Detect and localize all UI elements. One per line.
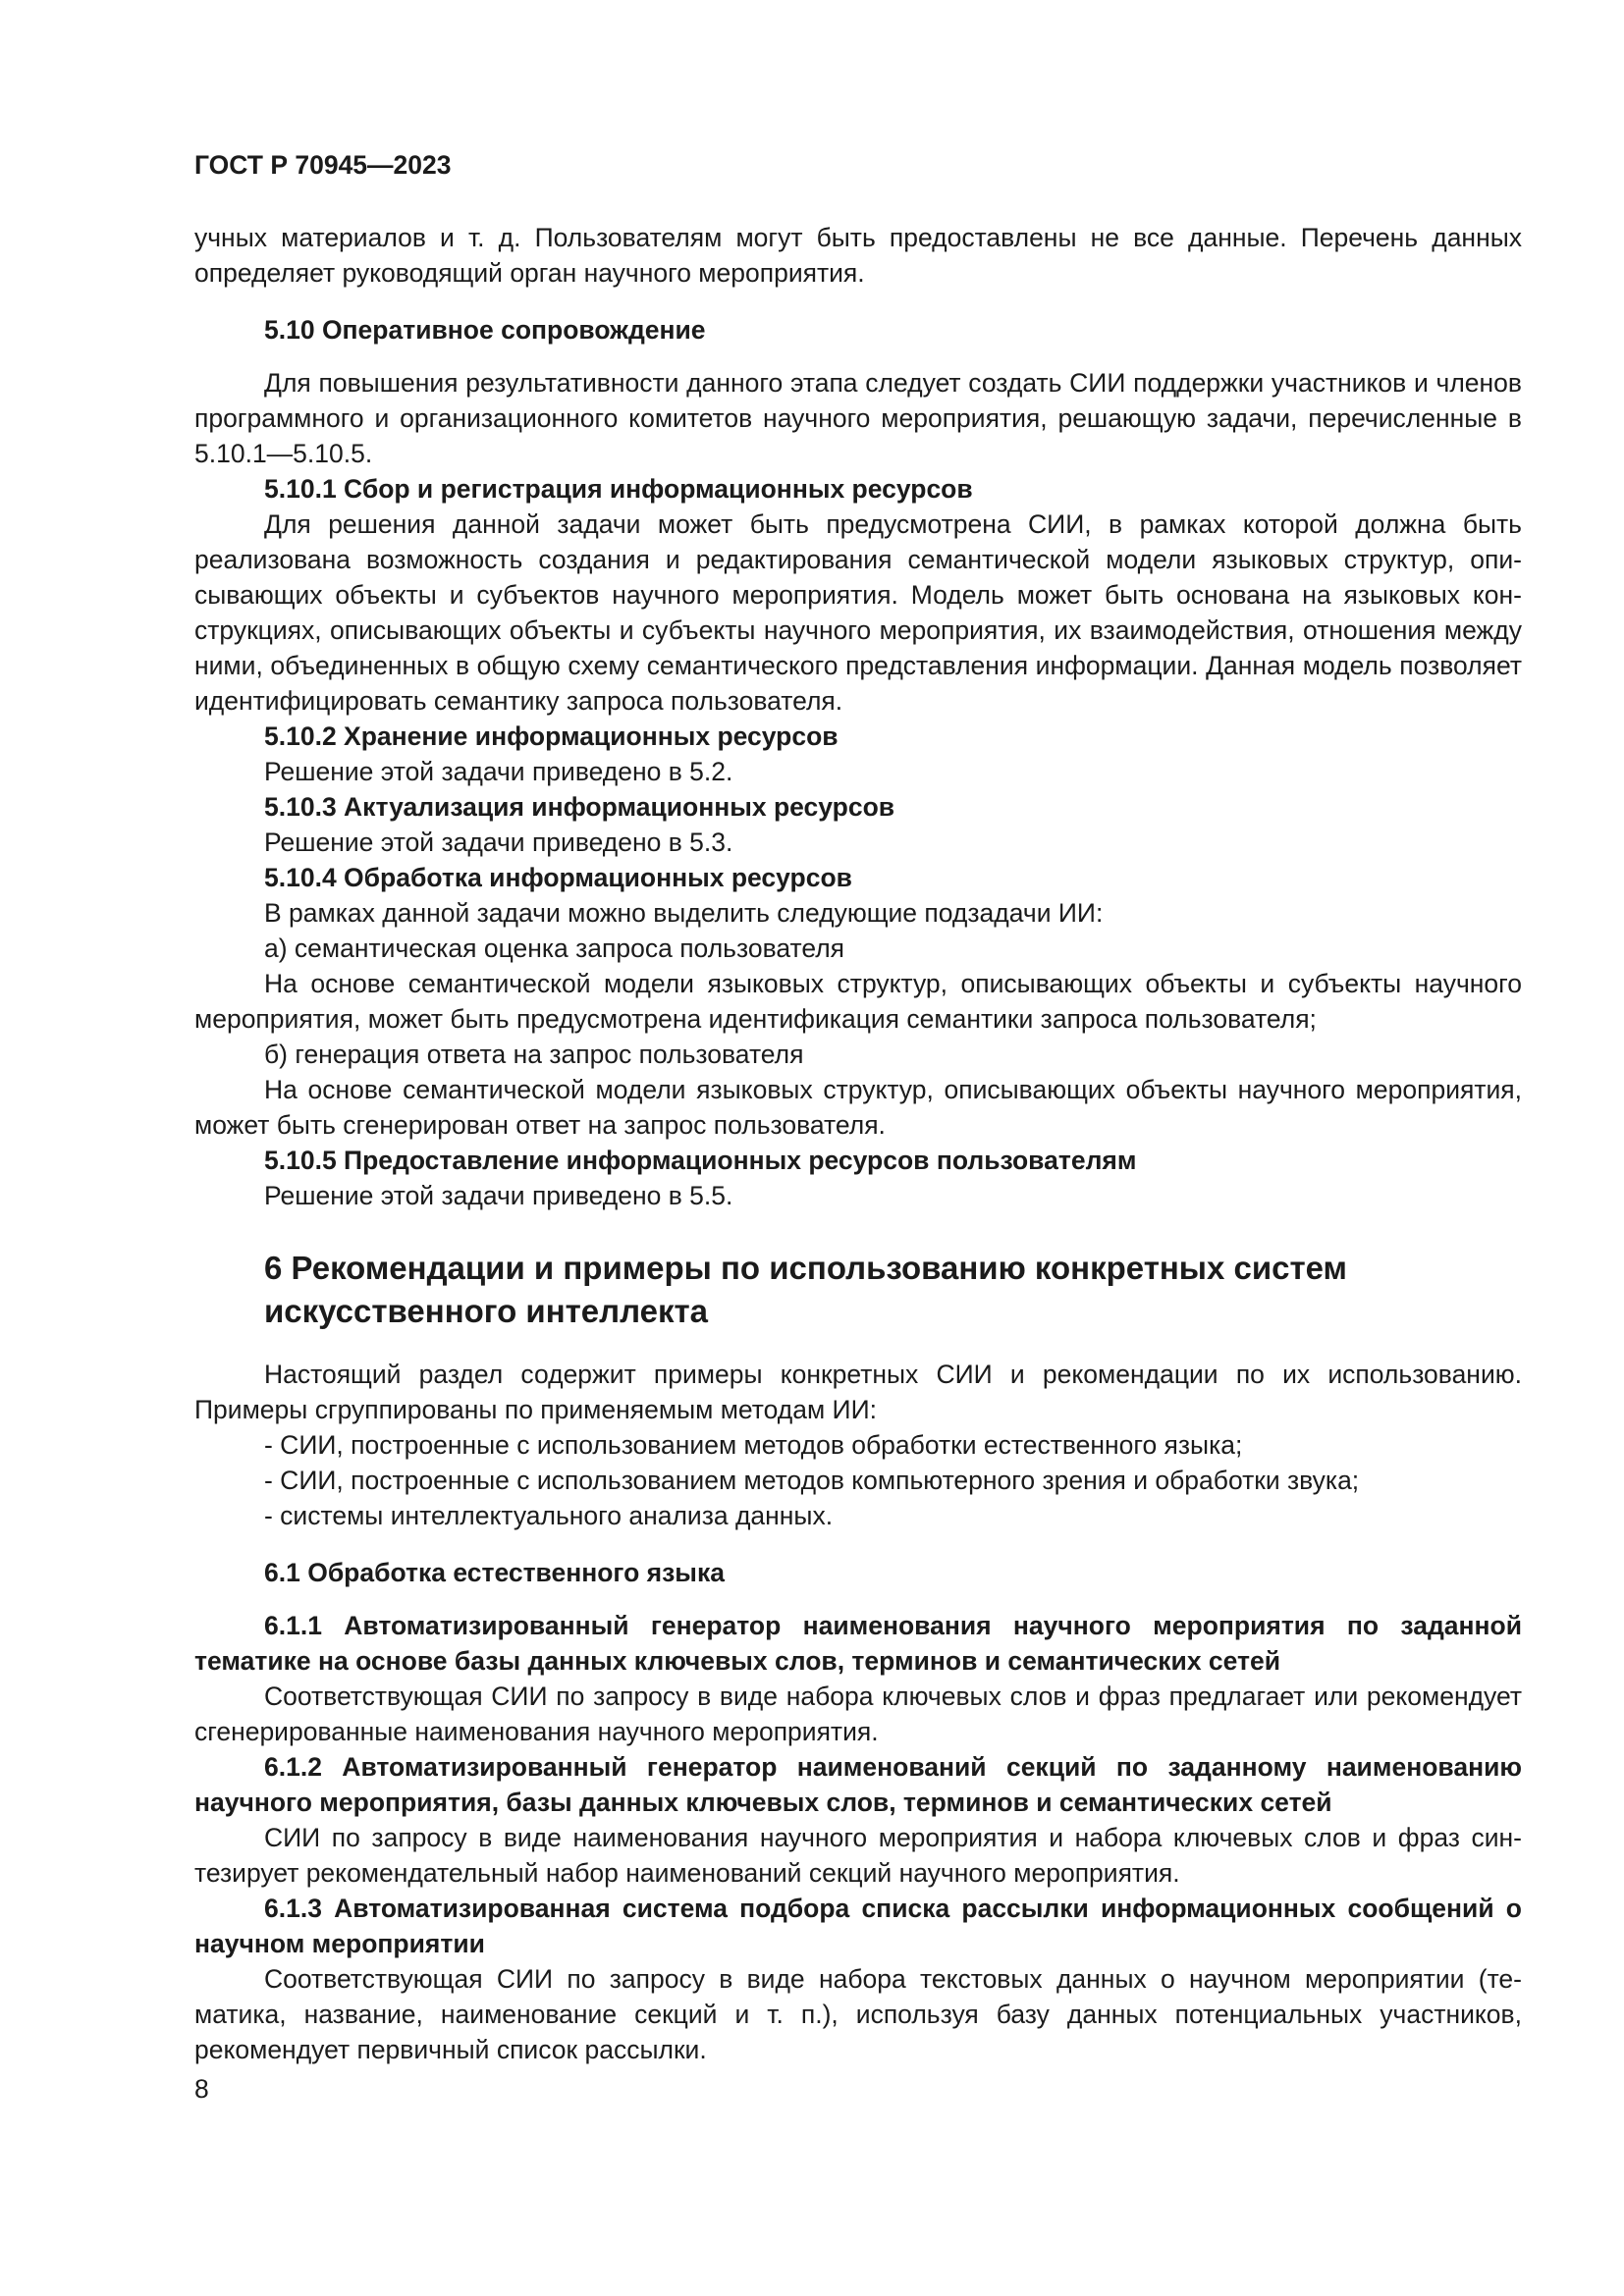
paragraph: На основе семантической модели языковых структур, описывающих объекты и субъекты научного мероприятия, может быть предусмотрена идентификация семантики запроса пользователя; — [194, 969, 1522, 1034]
paragraph: учных материалов и т. д. Пользователям могут быть предоставлены не все данные. Перечень данных определяет руководящий орган научного мероприятия. — [194, 223, 1522, 288]
paragraph: Решение этой задачи приведено в 5.5. — [264, 1181, 733, 1210]
paragraph: СИИ по запросу в виде наименования научного мероприятия и набора ключевых слов и фраз синтезирует рекомендательный набор наименований секций научного мероприятия. — [194, 1823, 1522, 1888]
paragraph: Соответствующая СИИ по запросу в виде набора текстовых данных о научном мероприятии (тематика, название, наименование секций и т. п.), используя базу данных потенциальных участников, рекомендует первичный список рассылки. — [194, 1964, 1522, 2064]
subsection-heading-6-1-2: 6.1.2 Автоматизированный генератор наименований секций по заданному наименованию научного мероприятия, базы данных ключевых слов, терминов и семантических сетей — [194, 1752, 1522, 1817]
subsection-heading-5-10-5: 5.10.5 Предоставление информационных ресурсов пользователям — [264, 1146, 1137, 1175]
paragraph: Настоящий раздел содержит примеры конкретных СИИ и рекомендации по их использованию. Примеры сгруппированы по применяемым методам ИИ: — [194, 1360, 1522, 1424]
chapter-heading-6: 6 Рекомендации и примеры по использованию конкретных систем искусственного интеллекта — [264, 1250, 1347, 1329]
paragraph: Для решения данной задачи может быть предусмотрена СИИ, в рамках которой должна быть реализована возможность создания и редактирования семантической модели языковых структур, описывающих объекты и субъектов научного мероприятия. Модель может быть основана на языковых конструкциях, описывающих объекты и субъекты научного мероприятия, их взаимодействия, отношения между ними, объединенных в общую схему семантического представления информации. Данная модель позволяет идентифицировать семантику запроса пользователя. — [194, 509, 1522, 716]
paragraph: На основе семантической модели языковых структур, описывающих объекты научного мероприятия, может быть сгенерирован ответ на запрос пользователя. — [194, 1075, 1522, 1140]
document-header: ГОСТ Р 70945—2023 — [194, 150, 452, 180]
list-item: - системы интеллектуального анализа данных. — [264, 1501, 834, 1530]
section-heading-5-10: 5.10 Оперативное сопровождение — [264, 315, 706, 345]
subsection-heading-5-10-3: 5.10.3 Актуализация информационных ресурсов — [264, 792, 895, 822]
paragraph: Решение этой задачи приведено в 5.3. — [264, 828, 733, 857]
paragraph: В рамках данной задачи можно выделить следующие подзадачи ИИ: — [264, 898, 1104, 928]
page-number: 8 — [194, 2074, 209, 2104]
list-item: б) генерация ответа на запрос пользователя — [264, 1040, 804, 1069]
subsection-heading-5-10-4: 5.10.4 Обработка информационных ресурсов — [264, 863, 852, 892]
list-item: - СИИ, построенные с использованием методов обработки естественного языка; — [264, 1430, 1243, 1460]
paragraph: Для повышения результативности данного этапа следует создать СИИ поддержки участников и членов программного и организационного комитетов научного мероприятия, решающую задачи, перечисленные в 5.10.1—5.10.5. — [194, 368, 1522, 468]
subsection-heading-5-10-2: 5.10.2 Хранение информационных ресурсов — [264, 721, 839, 751]
paragraph: Соответствующая СИИ по запросу в виде набора ключевых слов и фраз предлагает или рекомендует сгенерированные наименования научного мероприятия. — [194, 1682, 1522, 1746]
paragraph: Решение этой задачи приведено в 5.2. — [264, 757, 733, 786]
section-heading-6-1: 6.1 Обработка естественного языка — [264, 1558, 725, 1587]
subsection-heading-6-1-1: 6.1.1 Автоматизированный генератор наименования научного мероприятия по заданной тематике на основе базы данных ключевых слов, терминов и семантических сетей — [194, 1611, 1522, 1676]
subsection-heading-6-1-3: 6.1.3 Автоматизированная система подбора списка рассылки информационных сообщений о научном мероприятии — [194, 1894, 1522, 1958]
list-item: - СИИ, построенные с использованием методов компьютерного зрения и обработки звука; — [264, 1466, 1360, 1495]
subsection-heading-5-10-1: 5.10.1 Сбор и регистрация информационных ресурсов — [264, 474, 973, 504]
list-item: а) семантическая оценка запроса пользователя — [264, 934, 845, 963]
